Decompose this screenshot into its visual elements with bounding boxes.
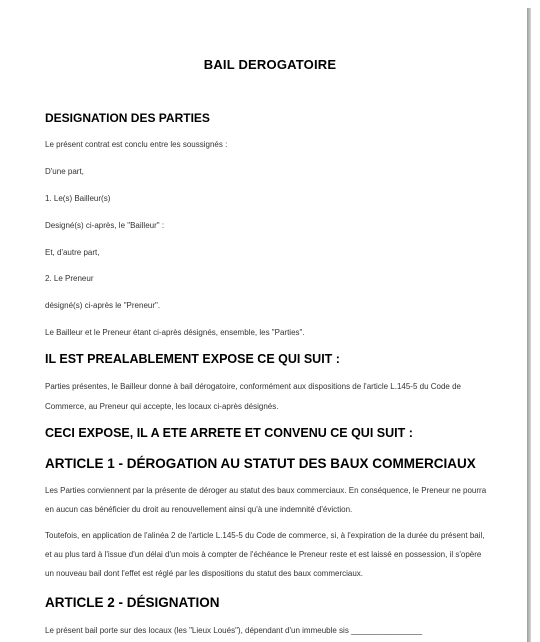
document-title: BAIL DEROGATOIRE <box>203 57 337 72</box>
article1-line: Toutefois, en application de l'alinéa 2 de l'article L.145-5 du Code de commerce, si, à l'expiration de la durée du présent bail, <box>45 531 485 540</box>
viewer-gutter <box>531 0 540 642</box>
section-parties-heading: DESIGNATION DES PARTIES <box>45 111 210 125</box>
article1-line: Les Parties conviennent par la présente de déroger au statut des baux commerciaux. En conséquence, le Preneur ne pourra <box>45 486 487 495</box>
parties-line: 2. Le Preneur <box>45 274 94 283</box>
expose-line: Parties présentes, le Bailleur donne à bail dérogatoire, conformément aux dispositions de l'article L.145-5 du Code de <box>45 382 461 391</box>
parties-line: désigné(s) ci-après le "Preneur". <box>45 301 161 310</box>
section-arrete-heading: CECI EXPOSE, IL A ETE ARRETE ET CONVENU CE QUI SUIT : <box>45 426 413 440</box>
article2-line: Le présent bail porte sur des locaux (les "Lieux Loués"), dépendant d'un immeuble sis ________________ <box>45 626 423 635</box>
parties-line: 1. Le(s) Bailleur(s) <box>45 194 111 203</box>
parties-line: Le présent contrat est conclu entre les soussignés : <box>45 140 228 149</box>
parties-line: Et, d'autre part, <box>45 248 100 257</box>
article1-line: un nouveau bail dont l'effet est réglé par les dispositions du statut des baux commerciaux. <box>45 569 364 578</box>
article2-heading: ARTICLE 2 - DÉSIGNATION <box>45 595 220 610</box>
parties-line: Designé(s) ci-après, le "Bailleur" : <box>45 221 165 230</box>
article1-heading: ARTICLE 1 - DÉROGATION AU STATUT DES BAUX COMMERCIAUX <box>45 456 476 471</box>
parties-line: D'une part, <box>45 167 84 176</box>
article1-line: en aucun cas bénéficier du droit au renouvellement ainsi qu'à une indemnité d'éviction. <box>45 505 353 514</box>
expose-line: Commerce, au Preneur qui accepte, les locaux ci-après désignés. <box>45 402 279 411</box>
parties-line: Le Bailleur et le Preneur étant ci-après désignés, ensemble, les "Parties". <box>45 328 305 337</box>
section-expose-heading: IL EST PREALABLEMENT EXPOSE CE QUI SUIT : <box>45 352 340 366</box>
article1-line: et au plus tard à l'issue d'un délai d'un mois à compter de l'échéance le Preneur reste et est laissé en possession, il s'opère <box>45 550 482 559</box>
